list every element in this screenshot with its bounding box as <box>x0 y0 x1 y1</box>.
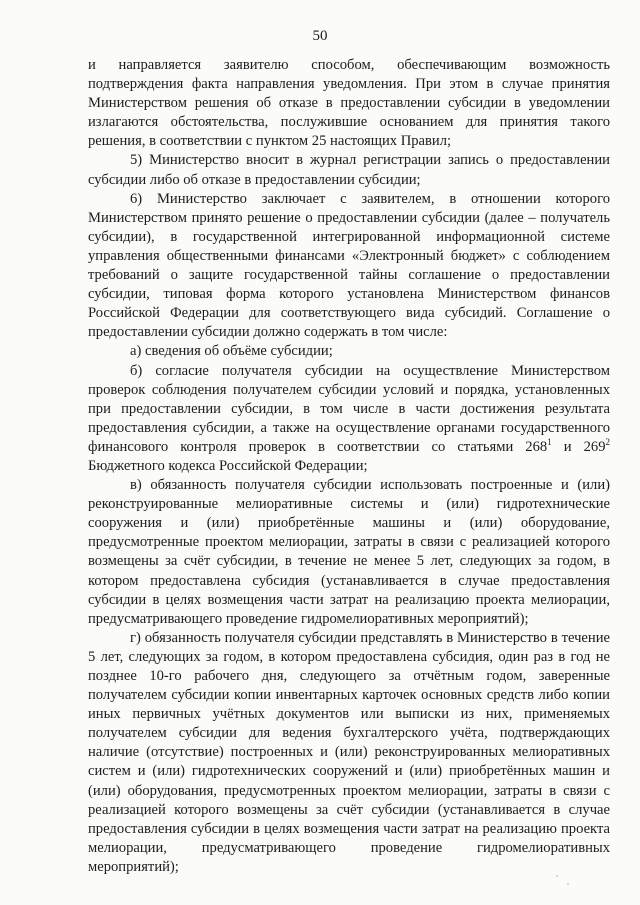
subitem-b-text-start: б) согласие получателя субсидии на осуществление Министерством проверок соблюдения получателем субсидии условий и порядка, установленных при предоставлении субсидии, в том числе в части достижения результата предоставления субсидии, а также на осуществление органами государственного финансового контроля проверок в соответствии со статьями 268 <box>88 362 610 455</box>
superscript-269: 2 <box>605 437 610 448</box>
document-body <box>88 56 610 877</box>
paragraph-continuation: и направляется заявителю способом, обеспечивающим возможность подтверждения факта направления уведомления. При этом в случае принятия Министерством решения об отказе в предоставлении субсидии в уведомлении излагаются обстоятельства, послужившие основанием для принятия такого решения, в соответствии с пунктом 25 настоящих Правил; <box>88 57 610 150</box>
scan-speck: ˙ <box>566 880 570 894</box>
paragraph-item-6: 6) Министерство заключает с заявителем, в отношении которого Министерством принято решение о предоставлении субсидии (далее – получатель субсидии), в государственной интегрированной информационной системе управления общественными финансами «Электронный бюджет» с соблюдением требований о защите государственной тайны соглашение о предоставлении субсидии, типовая форма которого установлена Министерством финансов Российской Федерации для соответствующего вида субсидий. Соглашение о предоставлении субсидии должно содержать в том числе: <box>88 190 610 341</box>
page-number: 50 <box>312 28 328 44</box>
paragraph-subitem-b <box>88 362 610 477</box>
subitem-b-text-end: Бюджетного кодекса Российской Федерации; <box>88 457 368 474</box>
paragraph-subitem-a: а) сведения об объёме субсидии; <box>130 343 333 360</box>
paragraph-subitem-g: г) обязанность получателя субсидии представлять в Министерство в течение 5 лет, следующих за годом, в котором предоставлена субсидия, один раз в год не позднее 10-го рабочего дня, следующего за отчётным годом, заверенные получателем субсидии копии инвентарных карточек основных средств либо копии иных первичных учётных документов или выписки из них, применяемых получателем субсидии для ведения бухгалтерского учёта, подтверждающих наличие (отсутствие) построенных и (или) реконструированных мелиоративных систем и (или) гидротехнических сооружений и (или) приобретённых машин и (или) оборудования, предусмотренных проектом мелиорации, затраты в связи с реализацией которого возмещены за счёт субсидии (устанавливается в случае предоставления субсидии в целях возмещения части затрат на реализацию проекта мелиорации, предусматривающего проведение гидромелиоративных мероприятий); <box>88 629 610 875</box>
subitem-b-text-mid: и 269 <box>551 438 606 455</box>
scan-speck: ˙ <box>555 872 559 886</box>
superscript-268: 1 <box>547 437 552 448</box>
paragraph-subitem-v: в) обязанность получателя субсидии использовать построенные и (или) реконструированные мелиоративные системы и (или) гидротехнические сооружения и (или) приобретённые машины и (или) оборудование, предусмотренные проектом мелиорации, затраты в связи с реализацией которого возмещены за счёт субсидии, в течение не менее 5 лет, следующих за годом, в котором предоставлена субсидия (устанавливается в случае предоставления субсидии в целях возмещения части затрат на реализацию проекта мелиорации, предусматривающего проведение гидромелиоративных мероприятий); <box>88 477 610 627</box>
paragraph-item-5: 5) Министерство вносит в журнал регистрации запись о предоставлении субсидии либо об отказе в предоставлении субсидии; <box>88 152 610 188</box>
